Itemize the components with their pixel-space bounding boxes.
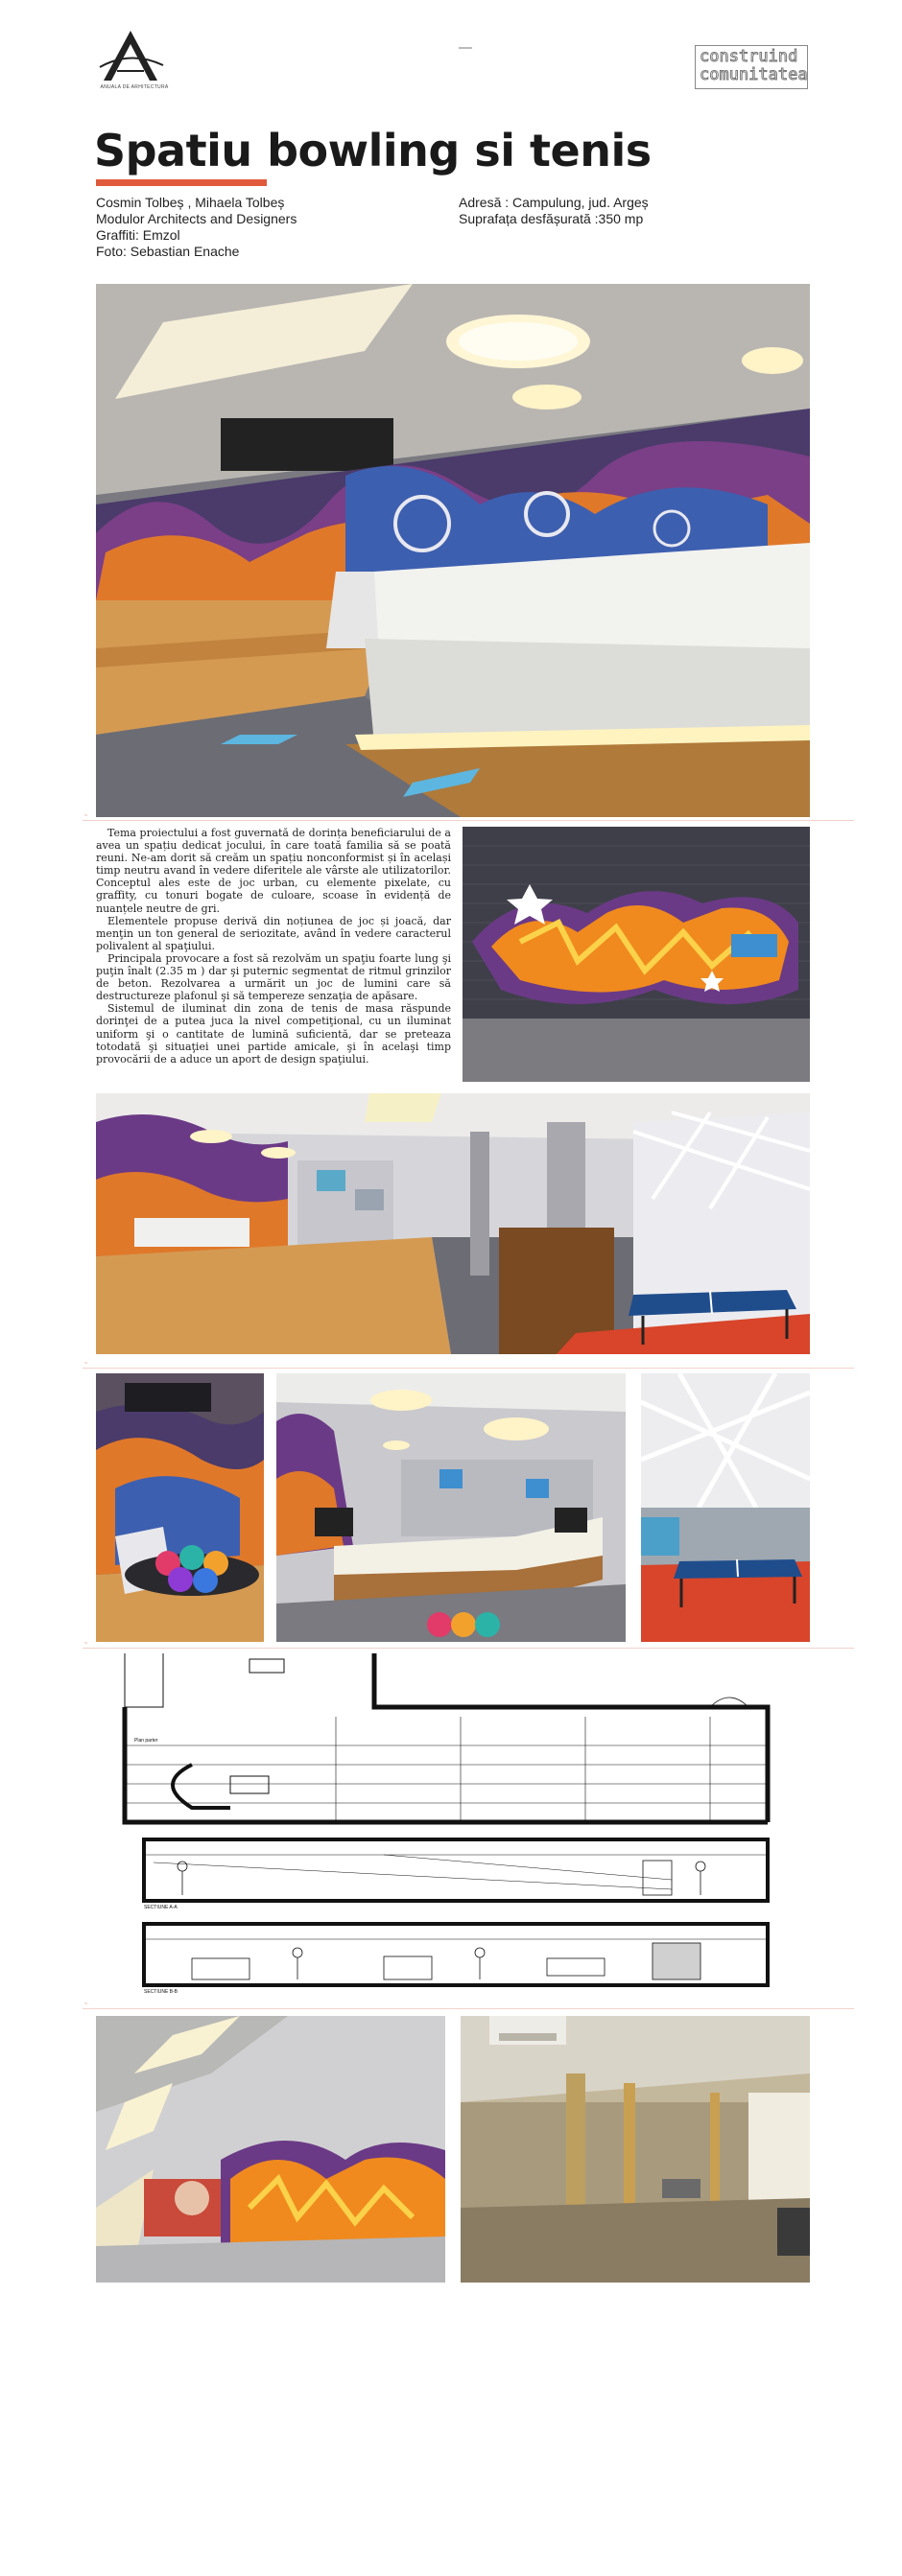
logo-line-2: comunitatea	[700, 65, 808, 84]
lounge-seating-photo	[276, 1373, 626, 1642]
guide-tag: ~	[84, 813, 87, 819]
logo-caption: ANUALA DE ARHITECTURA	[100, 84, 169, 90]
page-guide-line	[83, 1368, 854, 1369]
paragraph-3: Principala provocare a fost să rezolvăm un spaţiu foarte lung şi puţin înalt (2.35 m ) dar şi puternic segmentat de ritmul grinzilor de beton. Rezolvarea a urmărit un joc de lumini care să destructureze plafonul şi să tempereze senzaţia de apăsare.	[96, 951, 451, 1003]
article-body	[96, 827, 451, 1066]
info-area: Suprafața desfășurată :350 mp	[459, 211, 644, 226]
credits-block	[96, 195, 297, 260]
guide-tag: ~	[84, 1361, 87, 1367]
construind-comunitatea-logo	[695, 45, 808, 89]
section-b-label: SECTIUNE B-B	[144, 1989, 178, 1995]
credit-photo: Foto: Sebastian Enache	[96, 244, 240, 259]
bowling-balls-photo	[96, 1373, 264, 1642]
page-title: Spatiu bowling si tenis	[94, 125, 652, 176]
paragraph-4: Sistemul de iluminat din zona de tenis de masa răspunde dorinţei de a putea juca la nivel competiţional, cu un iluminat uniform şi o cantitate de lumină suficientă, dar se preteaza totodată şi situaţiei unei partide amicale, şi în acelaşi timp provocării de a aduce un aport de design spaţiului.	[96, 1002, 451, 1066]
page-guide-line	[83, 820, 854, 821]
graffiti-wall-photo	[463, 827, 810, 1082]
paragraph-1: Tema proiectului a fost guvernată de dorința beneficiarului de a avea un spațiu dedicat jocului, în care toată familia să se poată reuni. Ne-am dorit să creăm un spațiu nonconformist și în același timp neutru avand în vedere diferitele ale vârste ale utilizatorilor. Conceptul ales este de joc urban, cu elemente pixelate, cu graffity, cu tonuri bogate de culoare, scoase în evidență de nuanțele neutre de gri.	[96, 827, 451, 915]
logo-line-1: construind	[700, 47, 798, 66]
project-info-block	[459, 195, 649, 227]
credit-studio: Modulor Architects and Designers	[96, 211, 297, 226]
tennis-table-photo	[641, 1373, 810, 1642]
design-render-photo	[96, 2016, 445, 2283]
section-a-label: SECTIUNE A-A	[144, 1905, 178, 1910]
plan-and-sections-drawing	[96, 1650, 810, 1995]
top-marker	[459, 47, 472, 49]
paragraph-2: Elementele propuse derivă din noțiunea de joc și joacă, dar menţin un ton general de seriozitate, având în vedere caracterul polivalent al spaţiului.	[96, 914, 451, 952]
credit-graffiti: Graffiti: Emzol	[96, 227, 180, 243]
guide-tag: ~	[84, 1641, 87, 1647]
guide-tag: ~	[84, 2002, 87, 2007]
plan-label: Plan parter	[134, 1738, 158, 1744]
bowling-and-tennis-hall-photo	[96, 1093, 810, 1354]
architecture-annual-logo	[96, 29, 169, 96]
title-underline	[96, 179, 267, 186]
page-guide-line	[83, 2008, 854, 2009]
construction-site-photo	[461, 2016, 810, 2283]
credit-architects: Cosmin Tolbeș , Mihaela Tolbeș	[96, 195, 285, 210]
letter-a-logo-icon	[96, 29, 165, 84]
architectural-drawings	[96, 1650, 810, 1995]
page-guide-line	[83, 1648, 854, 1649]
info-address: Adresă : Campulung, jud. Argeș	[459, 195, 649, 210]
bowling-lanes-photo	[96, 284, 810, 817]
